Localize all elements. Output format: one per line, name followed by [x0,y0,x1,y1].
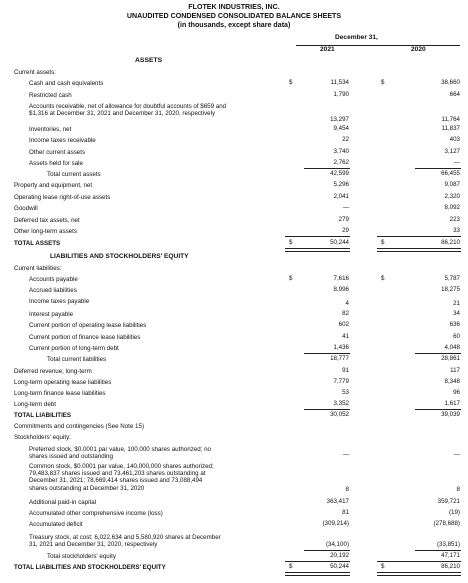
value-2020: 5,787 [444,275,460,282]
value-2021: (34,100) [325,541,349,548]
value-2020: (19) [448,509,460,516]
period-header: December 31, [335,34,378,41]
total-rule [285,236,350,237]
value-2021: 602 [338,321,349,328]
subtotal-rule [304,550,350,551]
year-2020-header: 2020 [411,46,426,53]
current-assets-label: Current assets: [14,69,56,76]
value-2020: 8,092 [444,204,460,211]
value-2020: — [453,159,460,166]
value-2021: 8 [345,486,349,493]
value-2020: 34 [453,310,460,317]
row-label: Other long-term assets [14,228,77,235]
value-2021: 22 [342,136,349,143]
value-2020: 38,660 [441,79,460,86]
year-2021-header: 2021 [320,46,335,53]
row-label: Income taxes payable [29,298,90,305]
row-label: Preferred stock, $0.0001 par value, 100,000 shares authorized; no shares issued and outstanding [29,446,211,461]
row-label: Interest payable [29,311,74,318]
row-label: Income taxes receivable [29,137,96,144]
total-double-rule [377,248,461,252]
value-2020: (33,851) [436,541,460,548]
value-2021: — [342,451,349,458]
value-2021: 4 [345,300,349,307]
value-2020: 33 [453,227,460,234]
total-rule [377,561,461,562]
row-label: Property and equipment, net [14,182,93,189]
assets-heading: ASSETS [135,57,163,64]
currency-symbol: $ [289,275,293,282]
value-2020: 8,348 [444,378,460,385]
currency-symbol: $ [381,239,385,246]
commitments-label: Commitments and contingencies (See Note 15) [14,423,145,430]
current-liabilities-label: Current liabilities: [14,265,62,272]
row-label: TOTAL ASSETS [14,240,61,247]
liabilities-heading: LIABILITIES AND STOCKHOLDERS' EQUITY [50,253,189,260]
row-label: TOTAL LIABILITIES [14,412,72,419]
value-2020: 8 [456,486,460,493]
value-2021: 3,740 [333,148,349,155]
value-2020: 1,617 [444,400,460,407]
value-2021: 3,352 [333,400,349,407]
value-2020: 60 [453,333,460,340]
value-2021: 13,297 [330,116,349,123]
row-label: Cash and cash equivalents [29,80,104,87]
value-2021: — [342,204,349,211]
row-label: Assets held for sale [29,160,83,167]
value-2020: 4,048 [444,344,460,351]
value-2021: 2,041 [333,193,349,200]
value-2020: 11,837 [441,125,460,132]
row-label: Goodwill [14,205,38,212]
value-2020: 223 [449,216,460,223]
value-2021: (309,214) [322,520,349,527]
row-label: Accumulated deficit [29,521,83,528]
value-2021: 42,599 [330,170,349,177]
row-label: Accounts payable [29,276,78,283]
row-label: Total current assets [47,171,101,178]
value-2020: (278,688) [433,520,460,527]
value-2021: 7,779 [333,378,349,385]
value-2020: 86,210 [441,239,460,246]
value-2021: 29 [342,227,349,234]
value-2020: 117 [450,367,460,374]
value-2021: 1,436 [333,344,349,351]
row-label: Long-term finance lease liabilities [14,390,106,397]
currency-symbol: $ [381,79,385,86]
row-label: Total current liabilities [47,356,107,363]
value-2021: 81 [342,509,349,516]
stockholders-equity-label: Stockholders' equity: [14,434,71,441]
value-2020: — [453,451,460,458]
header-rule [296,45,460,46]
value-2020: 86,210 [441,563,460,570]
value-2021: 50,244 [330,563,349,570]
row-label: Current portion of operating lease liabilities [29,322,147,329]
value-2020: 39,039 [441,411,460,418]
row-label: Current portion of long-term debt [29,345,119,352]
value-2021: 279 [338,216,349,223]
total-double-rule [377,572,461,576]
value-2021: 7,616 [333,275,349,282]
value-2020: 636 [449,321,460,328]
row-label: Deferred tax assets, net [14,217,80,224]
value-2020: 403 [449,136,460,143]
row-label: Common stock, $0.0001 par value, 140,000,000 shares authorized; 79,483,837 shares issued and 73,461,203 shares outstanding at December 31, 2021; 78,669,414 shares issued and 73,088,494 shares outstanding at December 31, 2020 [29,463,214,492]
value-2020: 28,861 [441,355,460,362]
value-2020: 47,171 [441,552,460,559]
units-note: (in thousands, except share data) [177,21,291,29]
value-2021: 41 [342,333,349,340]
row-label: Other current assets [29,149,86,156]
subtotal-rule [415,168,461,169]
row-label: TOTAL LIABILITIES AND STOCKHOLDERS' EQUITY [14,564,166,571]
value-2020: 96 [453,389,460,396]
value-2020: 9,087 [444,181,460,188]
row-label: Additional paid-in capital [29,499,97,506]
statement-title: UNAUDITED CONDENSED CONSOLIDATED BALANCE SHEETS [126,12,342,20]
row-label: Long-term operating lease liabilities [14,379,112,386]
subtotal-rule [304,409,350,410]
value-2021: 30,052 [330,411,349,418]
currency-symbol: $ [289,79,293,86]
currency-symbol: $ [289,239,293,246]
row-label: Operating lease right-of-use assets [14,194,111,201]
currency-symbol: $ [381,275,385,282]
company-name: FLOTEK INDUSTRIES, INC. [188,3,280,11]
total-rule [377,236,461,237]
row-label: Treasury stock, at cost; 6,022,634 and 5,580,920 shares at December 31, 2021 and December 31, 2020, respectively [29,534,221,549]
value-2020: 11,764 [441,116,460,123]
value-2020: 3,127 [444,148,460,155]
value-2021: 11,534 [330,79,349,86]
currency-symbol: $ [381,563,385,570]
value-2021: 82 [342,310,349,317]
subtotal-rule [415,550,461,551]
value-2020: 18,275 [441,286,460,293]
value-2021: 20,192 [330,552,349,559]
currency-symbol: $ [289,563,293,570]
value-2020: 21 [453,300,460,307]
value-2021: 363,417 [326,498,349,505]
row-label: Restricted cash [29,92,72,99]
total-double-rule [285,572,350,576]
subtotal-rule [304,168,350,169]
total-double-rule [285,248,350,252]
row-label: Accounts receivable, net of allowance for doubtful accounts of $659 and $1,316 at December 31, 2021 and December 31, 2020, respectively [29,103,227,118]
value-2021: 50,244 [330,239,349,246]
value-2021: 9,454 [333,125,349,132]
value-2021: 53 [342,389,349,396]
row-label: Deferred revenue, long-term [14,368,92,375]
subtotal-rule [415,409,461,410]
row-label: Total stockholders' equity [47,553,116,560]
value-2020: 359,721 [437,498,460,505]
value-2021: 18,777 [330,355,349,362]
value-2021: 8,996 [333,286,349,293]
row-label: Accumulated other comprehensive income (loss) [29,510,163,517]
value-2020: 664 [449,91,460,98]
value-2020: 2,320 [444,193,460,200]
value-2020: 66,455 [441,170,460,177]
row-label: Current portion of finance lease liabilities [29,334,141,341]
value-2021: 91 [342,367,349,374]
row-label: Inventories, net [29,126,72,133]
value-2021: 5,296 [333,181,349,188]
value-2021: 2,762 [333,159,349,166]
value-2021: 1,790 [333,91,349,98]
row-label: Long-term debt [14,401,56,408]
row-label: Accrued liabilities [29,287,77,294]
subtotal-rule [304,353,350,354]
total-rule [285,561,350,562]
subtotal-rule [415,353,461,354]
